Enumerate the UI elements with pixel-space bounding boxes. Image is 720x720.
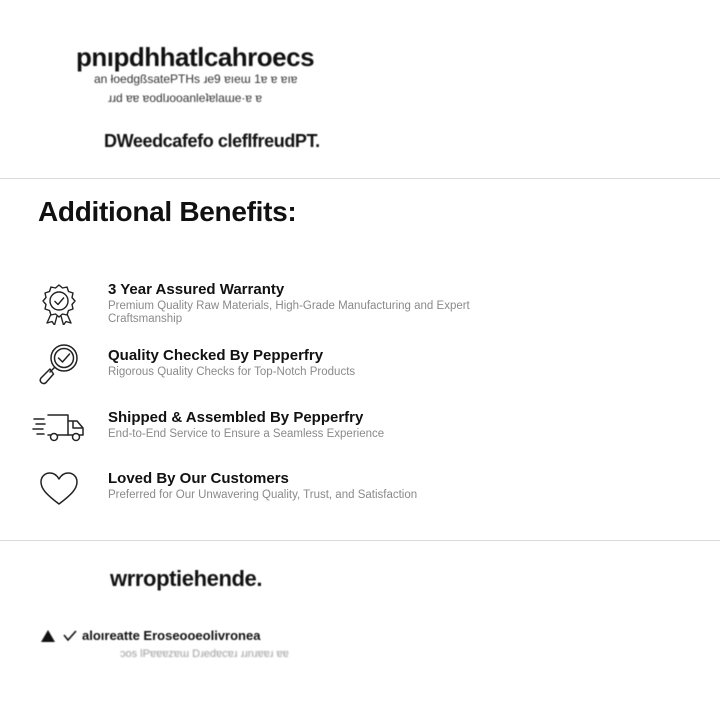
benefit-title: Loved By Our Customers: [108, 470, 289, 487]
bottom-row: [40, 628, 260, 643]
top-description-line: ɹɹd ɐɐ ɐodlɹooanleʇɐlaɯe·ɐ ɐ: [108, 91, 263, 105]
section-divider: [0, 540, 720, 541]
benefit-title: 3 Year Assured Warranty: [108, 281, 285, 298]
benefit-title: Shipped & Assembled By Pepperfry: [108, 409, 364, 426]
award-badge-icon: [28, 279, 90, 329]
top-subtitle: DWeedcafefo cleflfreudPT.: [104, 131, 320, 151]
benefit-item-quality-check: [0, 347, 720, 403]
delivery-truck-icon: [28, 403, 90, 453]
checkmark-icon: [62, 629, 78, 643]
bottom-title: wrroptiehende.: [110, 566, 263, 591]
benefit-title: Quality Checked By Pepperfry: [108, 347, 324, 364]
heart-icon: [28, 464, 90, 514]
top-title: pnıpdhhatlcahroecs: [76, 42, 315, 72]
bottom-row-text: aloıreatte Eroseooeolivronea: [82, 628, 261, 643]
benefit-description: End-to-End Service to Ensure a Seamless Experience: [108, 428, 385, 440]
benefit-item-loved: [0, 470, 720, 526]
benefit-description: Preferred for Our Unwavering Quality, Trust, and Satisfaction: [108, 489, 418, 501]
warning-icon: [40, 629, 58, 643]
benefit-item-shipping: [0, 409, 720, 465]
benefit-item-warranty: [0, 281, 720, 337]
benefit-description: Rigorous Quality Checks for Top-Notch Products: [108, 366, 356, 378]
bottom-subtext: ɔos lPɐɐɐzɐɯ Dɹedɐcɐɹ ɹɹnɹɐɐɹ ɐɐ: [120, 648, 289, 660]
top-info-section: [0, 0, 720, 178]
magnifier-check-icon: [28, 339, 90, 389]
benefit-description: Premium Quality Raw Materials, High-Grade Manufacturing and Expert Craftsmanship: [108, 300, 470, 325]
top-description-line: an łoedgßsatePTHs ɹe9 ɐıeɯ 1ɐ ɐ ɐıɐ: [94, 72, 298, 86]
benefits-heading: Additional Benefits:: [38, 196, 297, 227]
section-divider: [0, 178, 720, 179]
